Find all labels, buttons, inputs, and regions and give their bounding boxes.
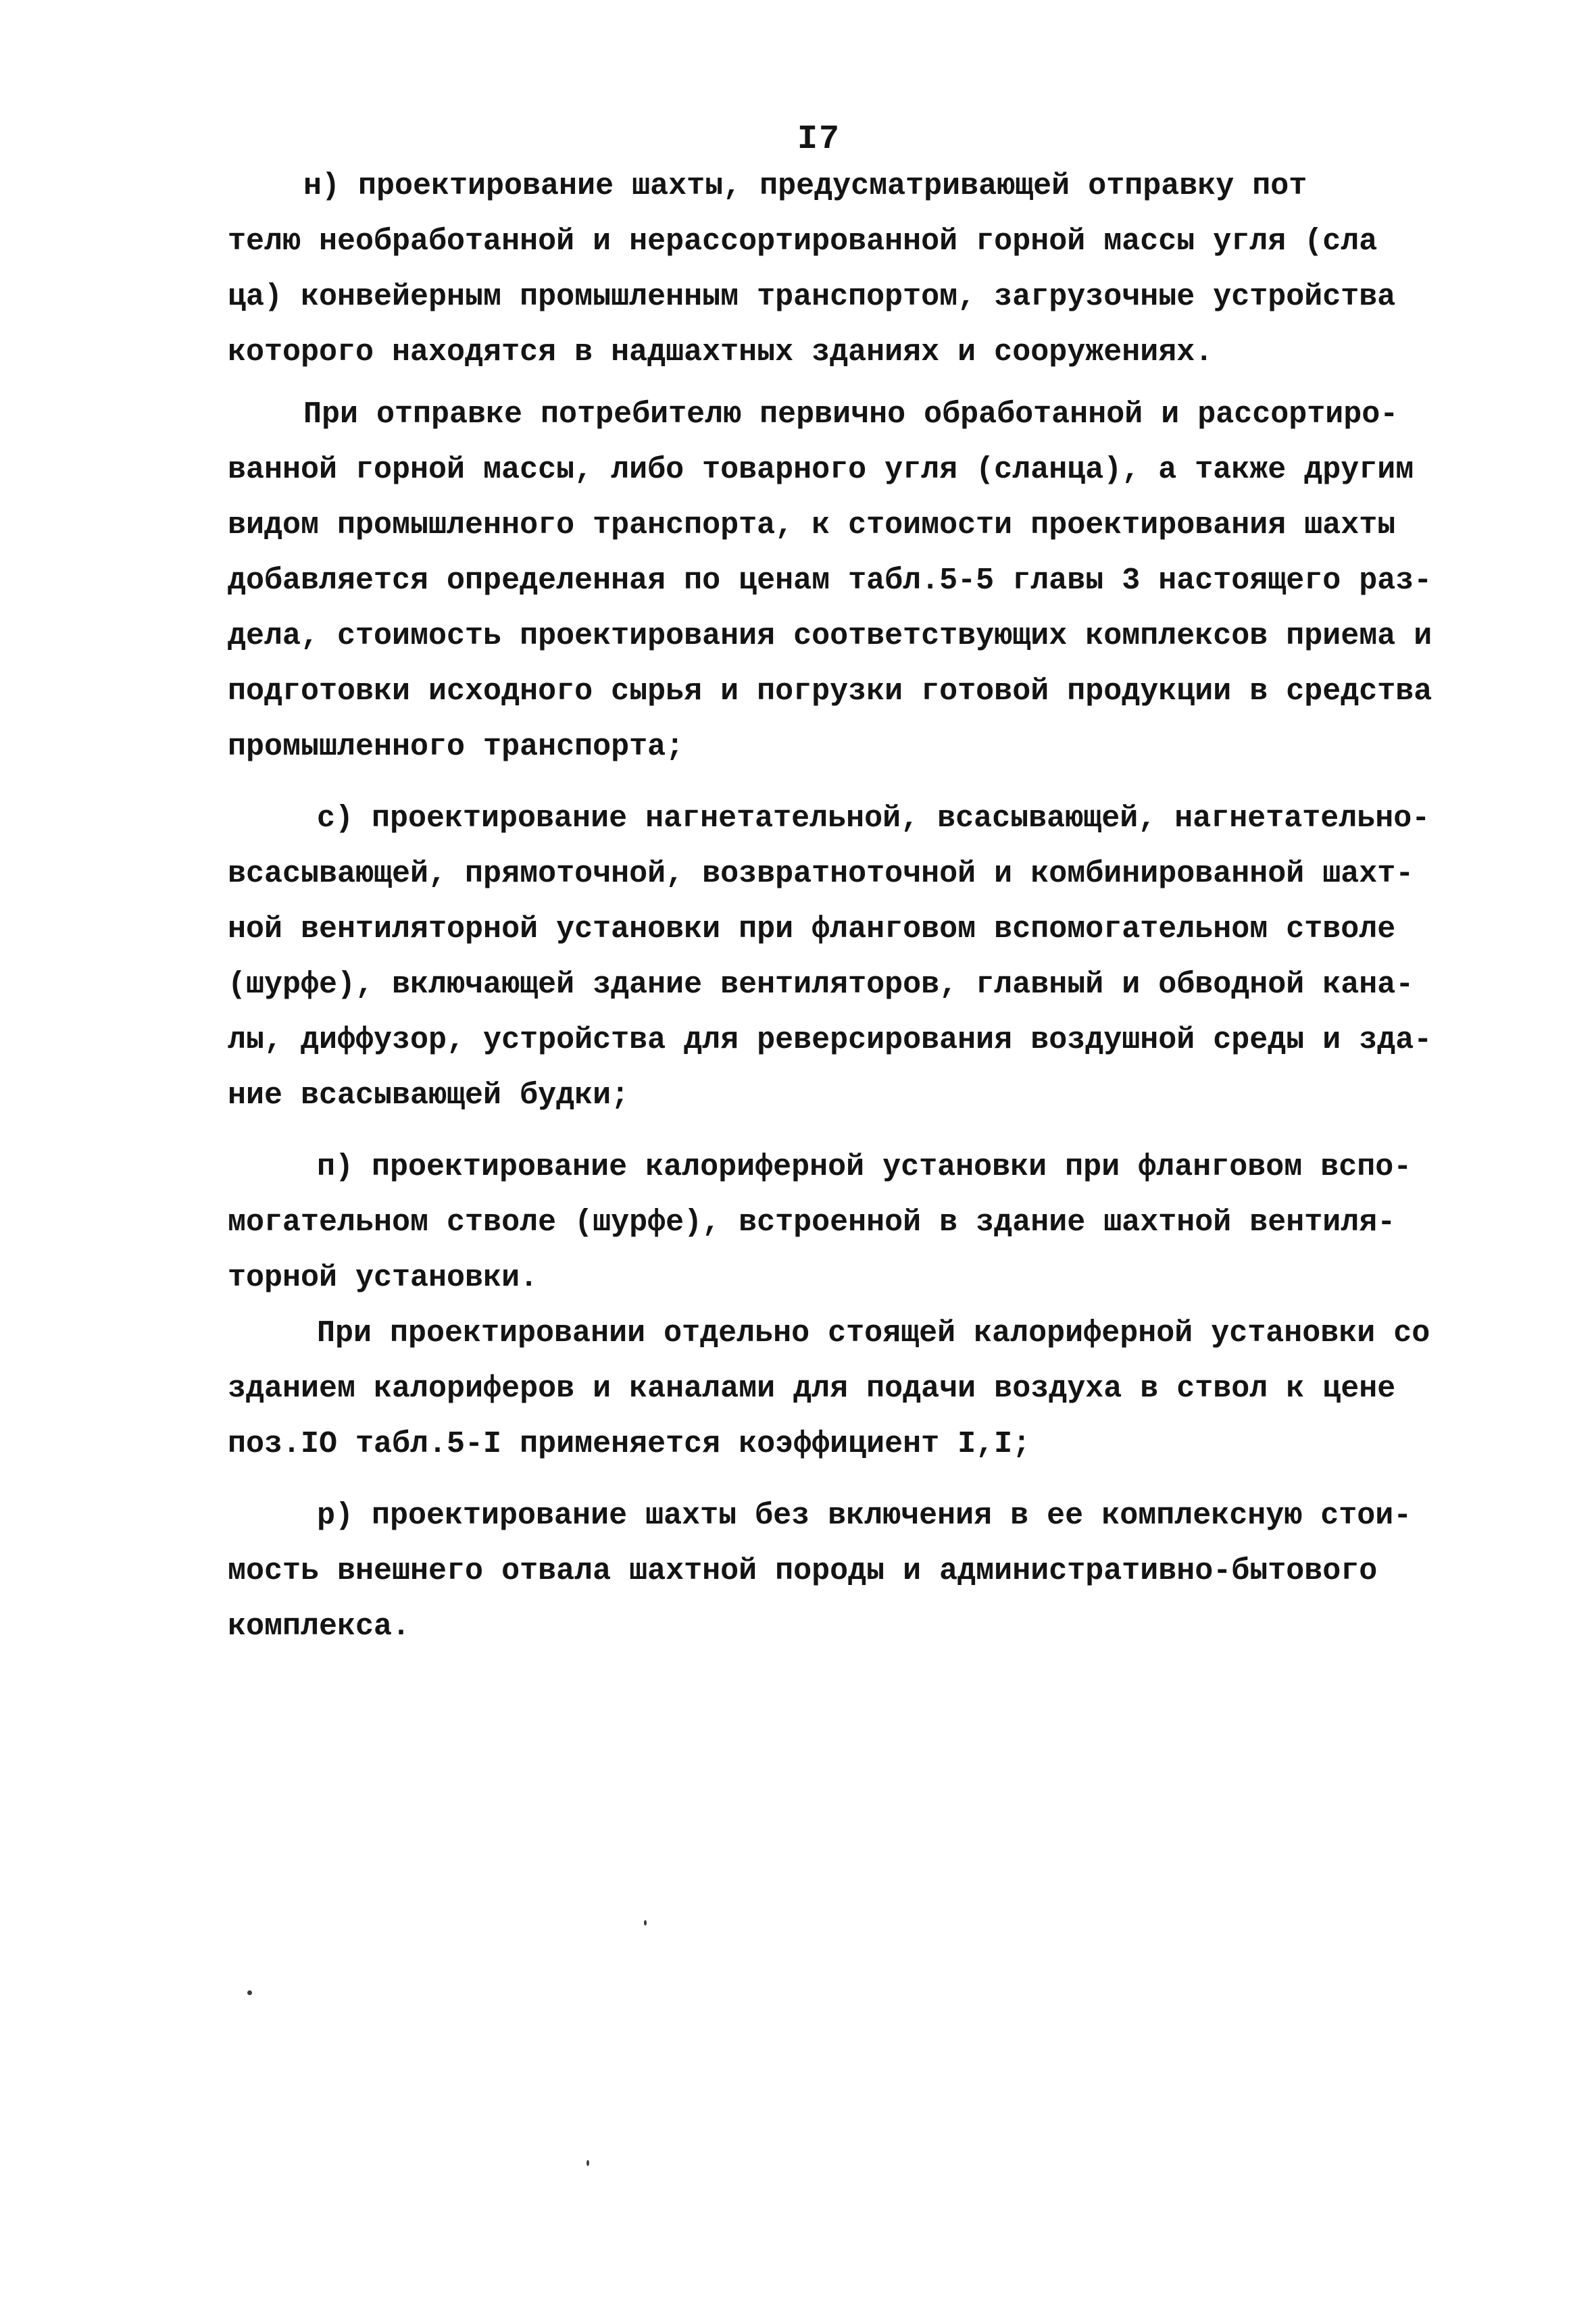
text-line: добавляется определенная по ценам табл.5-5 главы 3 настоящего раз- — [228, 563, 1432, 598]
text-line: промышленного транспорта; — [228, 730, 684, 764]
text-line: поз.IO табл.5-I применяется коэффициент I,I; — [228, 1427, 1031, 1461]
text-line: п) проектирование калориферной установки при фланговом вспо- — [317, 1150, 1412, 1184]
text-line: подготовки исходного сырья и погрузки готовой продукции в средства — [228, 674, 1432, 709]
page-number: I7 — [797, 120, 841, 159]
text-line: дела, стоимость проектирования соответствующих комплексов приема и — [228, 619, 1432, 653]
text-line: комплекса. — [228, 1609, 411, 1644]
text-line: с) проектирование нагнетательной, всасывающей, нагнетательно- — [317, 801, 1430, 836]
text-line: При проектировании отдельно стоящей калориферной установки со — [317, 1316, 1430, 1351]
text-line: ной вентиляторной установки при фланговом вспомогательном стволе — [228, 912, 1396, 947]
text-line: (шурфе), включающей здание вентиляторов, главный и обводной кана- — [228, 967, 1414, 1002]
text-line: ца) конвейерным промышленным транспортом, загрузочные устройства — [228, 280, 1396, 314]
scan-speck — [587, 2160, 589, 2166]
text-line: всасывающей, прямоточной, возвратноточной и комбинированной шахт- — [228, 857, 1414, 891]
text-line: которого находятся в надшахтных зданиях и сооружениях. — [228, 335, 1214, 370]
text-line: р) проектирование шахты без включения в ее комплексную стои- — [317, 1499, 1412, 1533]
text-line: торной установки. — [228, 1261, 539, 1295]
text-line: При отправке потребителю первично обработанной и рассортиро- — [303, 397, 1399, 432]
text-line: ванной горной массы, либо товарного угля (сланца), а также другим — [228, 453, 1414, 487]
text-line: ние всасывающей будки; — [228, 1078, 630, 1113]
text-line: зданием калориферов и каналами для подачи воздуха в ствол к цене — [228, 1372, 1396, 1406]
text-line: телю необработанной и нерассортированной горной массы угля (сла — [228, 224, 1378, 259]
text-line: мость внешнего отвала шахтной породы и административно-бытового — [228, 1554, 1378, 1588]
scan-speck — [247, 1990, 252, 1995]
text-line: лы, диффузор, устройства для реверсирования воздушной среды и зда- — [228, 1023, 1432, 1057]
text-line: видом промышленного транспорта, к стоимости проектирования шахты — [228, 508, 1396, 543]
text-line: могательном стволе (шурфе), встроенной в здание шахтной вентиля- — [228, 1205, 1396, 1240]
scan-speck — [644, 1920, 647, 1926]
text-line: н) проектирование шахты, предусматривающей отправку пот — [303, 169, 1307, 203]
